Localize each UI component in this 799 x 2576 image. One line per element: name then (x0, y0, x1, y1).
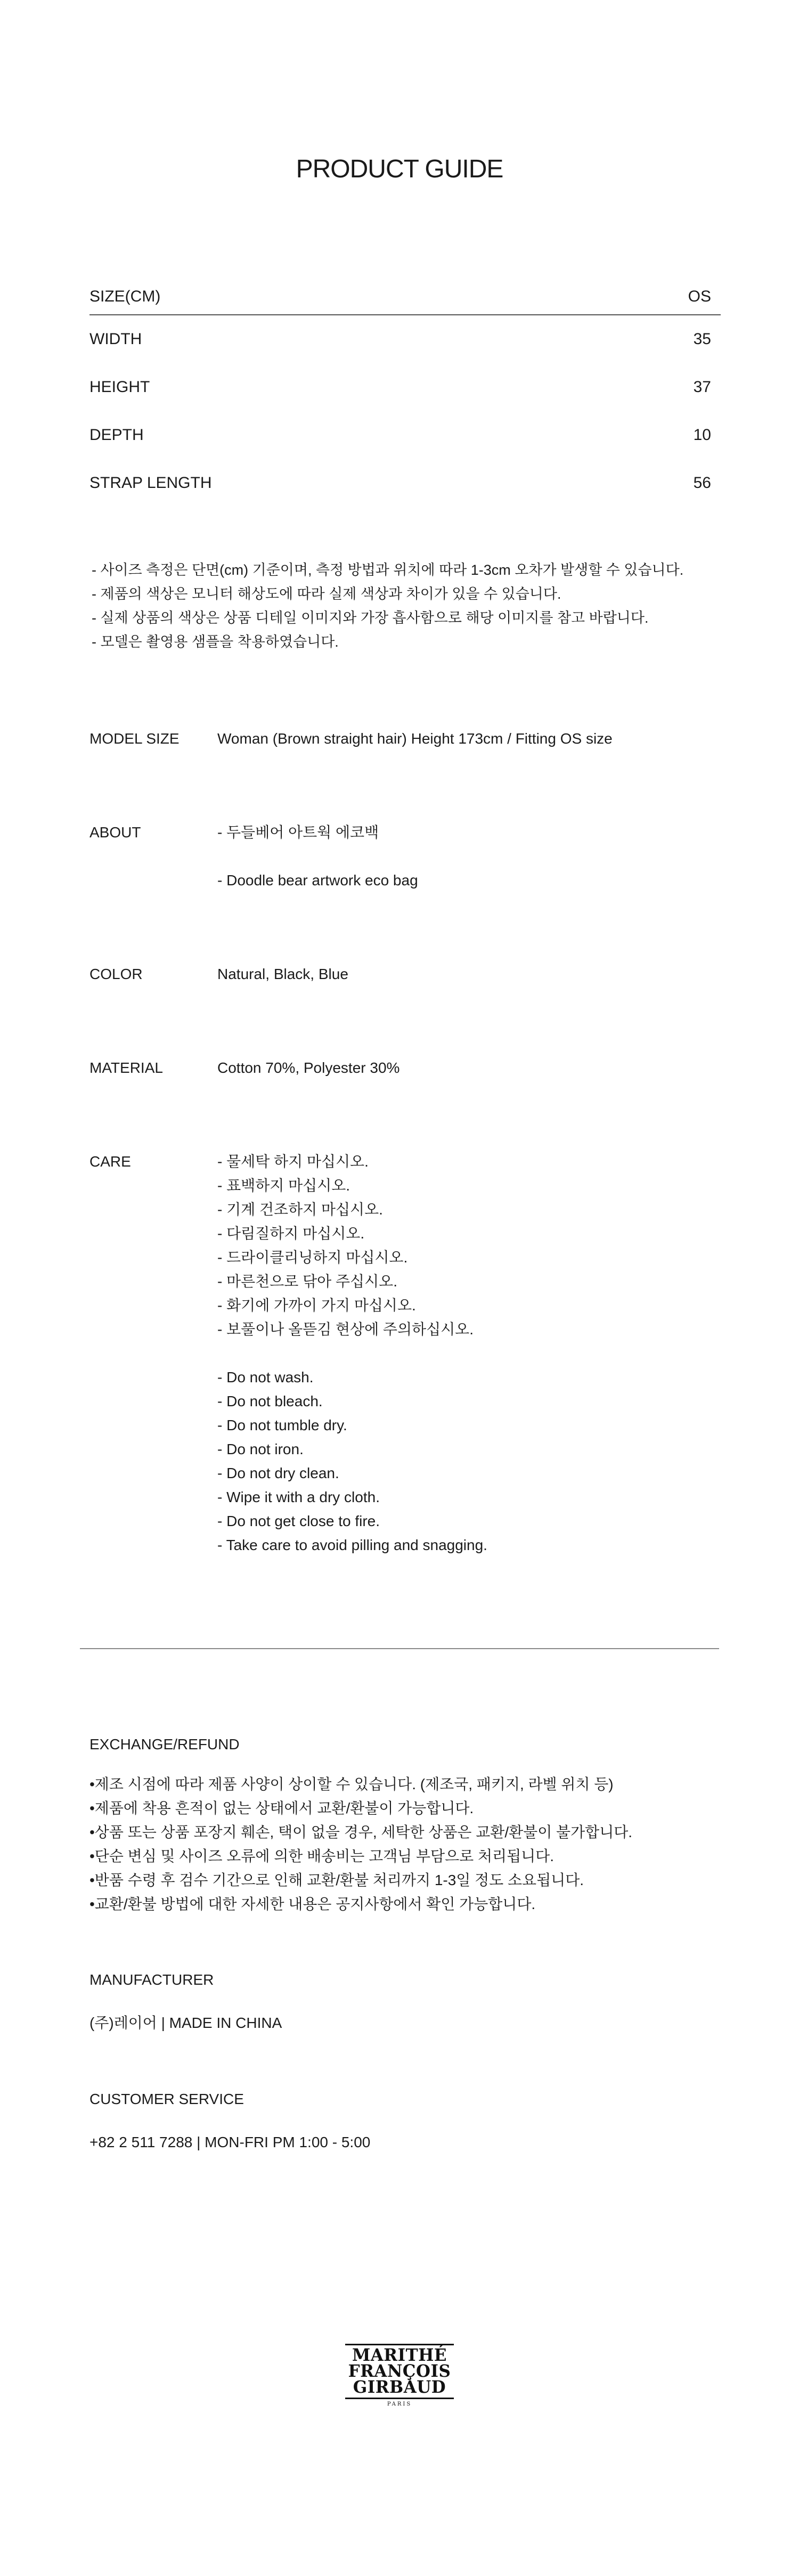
care-line: - 마른천으로 닦아 주십시오. (217, 1273, 397, 1290)
size-header-label: SIZE(CM) (89, 288, 161, 305)
care-line: - 다림질하지 마십시오. (217, 1225, 365, 1242)
size-row-label: STRAP LENGTH (89, 474, 212, 492)
manufacturer-section (89, 1968, 282, 2035)
manufacturer-value: (주)레이어 | MADE IN CHINA (89, 2015, 282, 2031)
note-line: - 제품의 색상은 모니터 해상도에 따라 실제 색상과 차이가 있을 수 있습니다. (92, 586, 561, 602)
size-row-value: 35 (693, 330, 711, 348)
care-label: CARE (89, 1153, 131, 1170)
care-line: - Do not dry clean. (217, 1465, 339, 1481)
care-line: - Take care to avoid pilling and snagging. (217, 1537, 487, 1553)
size-notes (92, 558, 683, 654)
logo-line: FRANÇOIS (348, 2361, 451, 2382)
exchange-line: •단순 변심 및 사이즈 오류에 의한 배송비는 고객님 부담으로 처리됩니다. (89, 1848, 554, 1864)
exchange-line: •반품 수령 후 검수 기간으로 인해 교환/환불 처리까지 1-3일 정도 소요됩니다. (89, 1872, 584, 1888)
model-size-label: MODEL SIZE (89, 730, 180, 747)
color-label: COLOR (89, 966, 143, 982)
color-value: Natural, Black, Blue (217, 966, 348, 982)
size-row-label: DEPTH (89, 426, 144, 444)
care-line: - Do not wash. (217, 1369, 314, 1385)
exchange-heading: EXCHANGE/REFUND (89, 1736, 240, 1752)
size-row-width (89, 315, 721, 363)
note-line: - 실제 상품의 색상은 상품 디테일 이미지와 가장 흡사함으로 해당 이미지를 참고 바랍니다. (92, 610, 649, 626)
exchange-line: •제품에 착용 흔적이 없는 상태에서 교환/환불이 가능합니다. (89, 1800, 474, 1816)
care-line: - Do not get close to fire. (217, 1513, 380, 1529)
size-row-label: WIDTH (89, 330, 142, 348)
size-row-value: 10 (693, 426, 711, 444)
exchange-section (89, 1732, 632, 1916)
manufacturer-heading: MANUFACTURER (89, 1971, 214, 1988)
care-line: - 화기에 가까이 가지 마십시오. (217, 1297, 416, 1314)
logo-line: GIRBAUD (353, 2377, 446, 2398)
care-line: - 보풀이나 올뜯김 현상에 주의하십시오. (217, 1321, 474, 1338)
exchange-line: •제조 시점에 따라 제품 사양이 상이할 수 있습니다. (제조국, 패키지, 라벨 위치 등) (89, 1776, 614, 1792)
size-table-header (89, 277, 721, 315)
material-value: Cotton 70%, Polyester 30% (217, 1059, 400, 1076)
logo-line: MARITHÉ (352, 2345, 447, 2366)
material-label: MATERIAL (89, 1059, 163, 1076)
model-size-value: Woman (Brown straight hair) Height 173cm / Fitting OS size (217, 730, 613, 747)
section-divider (80, 1648, 719, 1649)
customer-service-value: +82 2 511 7288 | MON-FRI PM 1:00 - 5:00 (89, 2134, 371, 2150)
care-value (217, 1150, 487, 1557)
logo-sub: PARIS (387, 2401, 412, 2407)
about-line: - 두들베어 아트웍 에코백 (217, 824, 379, 841)
care-line: - Wipe it with a dry cloth. (217, 1489, 380, 1505)
size-header-value: OS (688, 288, 711, 305)
care-line: - 물세탁 하지 마십시오. (217, 1153, 369, 1170)
brand-logo (343, 2344, 456, 2408)
about-label: ABOUT (89, 824, 141, 841)
care-line: - Do not tumble dry. (217, 1417, 347, 1433)
page-title: PRODUCT GUIDE (296, 155, 503, 183)
size-row-value: 37 (693, 378, 711, 396)
size-table (89, 277, 721, 507)
size-row-value: 56 (693, 474, 711, 492)
care-line: - 기계 건조하지 마십시오. (217, 1201, 383, 1218)
care-line: - Do not iron. (217, 1441, 304, 1457)
note-line: - 사이즈 측정은 단면(cm) 기준이며, 측정 방법과 위치에 따라 1-3cm 오차가 발생할 수 있습니다. (92, 562, 684, 578)
exchange-line: •교환/환불 방법에 대한 자세한 내용은 공지사항에서 확인 가능합니다. (89, 1896, 536, 1912)
size-row-depth (89, 411, 721, 459)
size-row-strap-length (89, 459, 721, 507)
customer-service-section (89, 2087, 370, 2154)
exchange-line: •상품 또는 상품 포장지 훼손, 택이 없을 경우, 세탁한 상품은 교환/환불이 불가합니다. (89, 1824, 633, 1840)
about-value (217, 820, 418, 892)
care-line: - 표백하지 마십시오. (217, 1177, 350, 1194)
customer-service-heading: CUSTOMER SERVICE (89, 2091, 244, 2107)
about-line: - Doodle bear artwork eco bag (217, 872, 418, 888)
note-line: - 모델은 촬영용 샘플을 착용하였습니다. (92, 634, 339, 650)
size-row-label: HEIGHT (89, 378, 150, 396)
size-row-height (89, 363, 721, 411)
care-line: - Do not bleach. (217, 1393, 323, 1409)
care-line: - 드라이클리닝하지 마십시오. (217, 1249, 408, 1266)
